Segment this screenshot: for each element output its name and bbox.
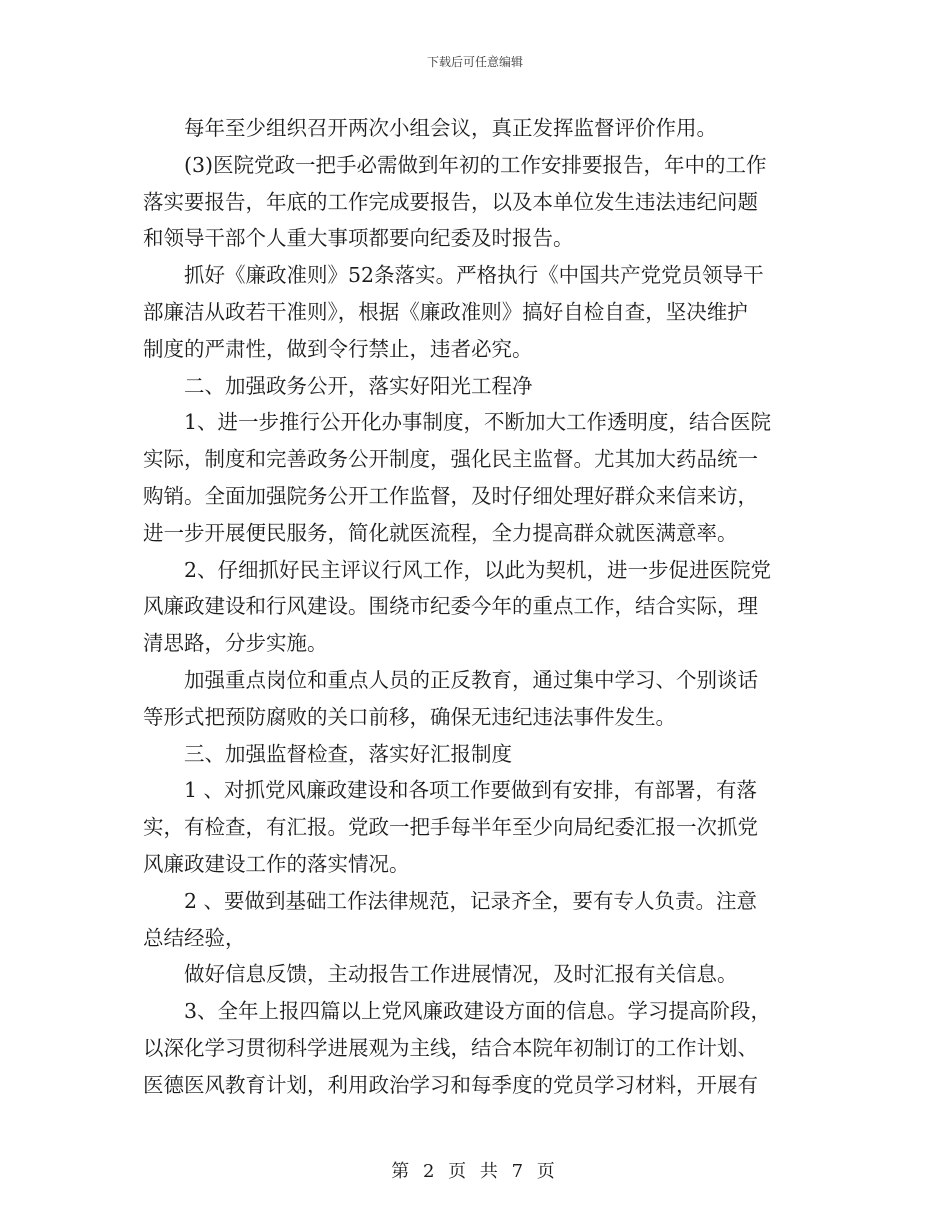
text-line: 三、加强监督检查，落实好汇报制度 xyxy=(143,741,512,766)
text-line: 做好信息反馈，主动报告工作进展情况，及时汇报有关信息。 xyxy=(143,962,738,987)
text-line: 部廉洁从政若干准则》，根据《廉政准则》搞好自检自查，坚决维护 xyxy=(143,299,748,324)
text-line: 落实要报告，年底的工作完成要报告，以及本单位发生违法违纪问题 xyxy=(143,189,758,214)
text-line: 2、仔细抓好民主评议行风工作，以此为契机，进一步促进医院党 xyxy=(143,557,772,582)
document-body xyxy=(143,110,811,1104)
text-line: 加强重点岗位和重点人员的正反教育，通过集中学习、个别谈话 xyxy=(143,667,758,692)
text-line: 1 、对抓党风廉政建设和各项工作要做到有安排，有部署，有落 xyxy=(143,778,758,803)
text-line: 每年至少组织召开两次小组会议，真正发挥监督评价作用。 xyxy=(143,116,717,140)
page-header: 下载后可任意编辑 xyxy=(426,55,523,69)
text-line: (3)医院党政一把手必需做到年初的工作安排要报告，年中的工作 xyxy=(143,152,767,177)
text-line: 风廉政建设和行风建设。围绕市纪委今年的重点工作，结合实际，理 xyxy=(143,594,758,619)
text-line: 清思路，分步实施。 xyxy=(143,631,328,656)
text-line: 风廉政建设工作的落实情况。 xyxy=(143,851,410,876)
text-line: 3、全年上报四篇以上党风廉政建设方面的信息。学习提高阶段， xyxy=(143,999,772,1024)
text-line: 医德医风教育计划，利用政治学习和每季度的党员学习材料，开展有 xyxy=(143,1072,758,1097)
text-line: 二、加强政务公开，落实好阳光工程净 xyxy=(143,373,533,398)
text-line: 1、进一步推行公开化办事制度，不断加大工作透明度，结合医院 xyxy=(143,410,772,435)
text-line: 实，有检查，有汇报。党政一把手每半年至少向局纪委汇报一次抓党 xyxy=(143,815,758,840)
text-line: 总结经验， xyxy=(143,925,246,950)
text-line: 和领导干部个人重大事项都要向纪委及时报告。 xyxy=(143,226,574,251)
text-line: 实际，制度和完善政务公开制度，强化民主监督。尤其加大药品统一 xyxy=(143,447,758,472)
text-line: 购销。全面加强院务公开工作监督，及时仔细处理好群众来信来访， xyxy=(143,483,758,508)
text-line: 制度的严肃性，做到令行禁止，违者必究。 xyxy=(143,336,533,361)
text-line: 等形式把预防腐败的关口前移，确保无违纪违法事件发生。 xyxy=(143,704,676,729)
text-line: 2 、要做到基础工作法律规范，记录齐全，要有专人负责。注意 xyxy=(143,888,758,913)
text-line: 以深化学习贯彻科学进展观为主线，结合本院年初制订的工作计划、 xyxy=(143,1035,758,1060)
text-line: 抓好《廉政准则》52条落实。严格执行《中国共产党党员领导干 xyxy=(143,263,764,288)
page-footer: 第 2 页 共 7 页 xyxy=(391,1161,559,1182)
text-line: 进一步开展便民服务，简化就医流程，全力提高群众就医满意率。 xyxy=(143,520,738,545)
